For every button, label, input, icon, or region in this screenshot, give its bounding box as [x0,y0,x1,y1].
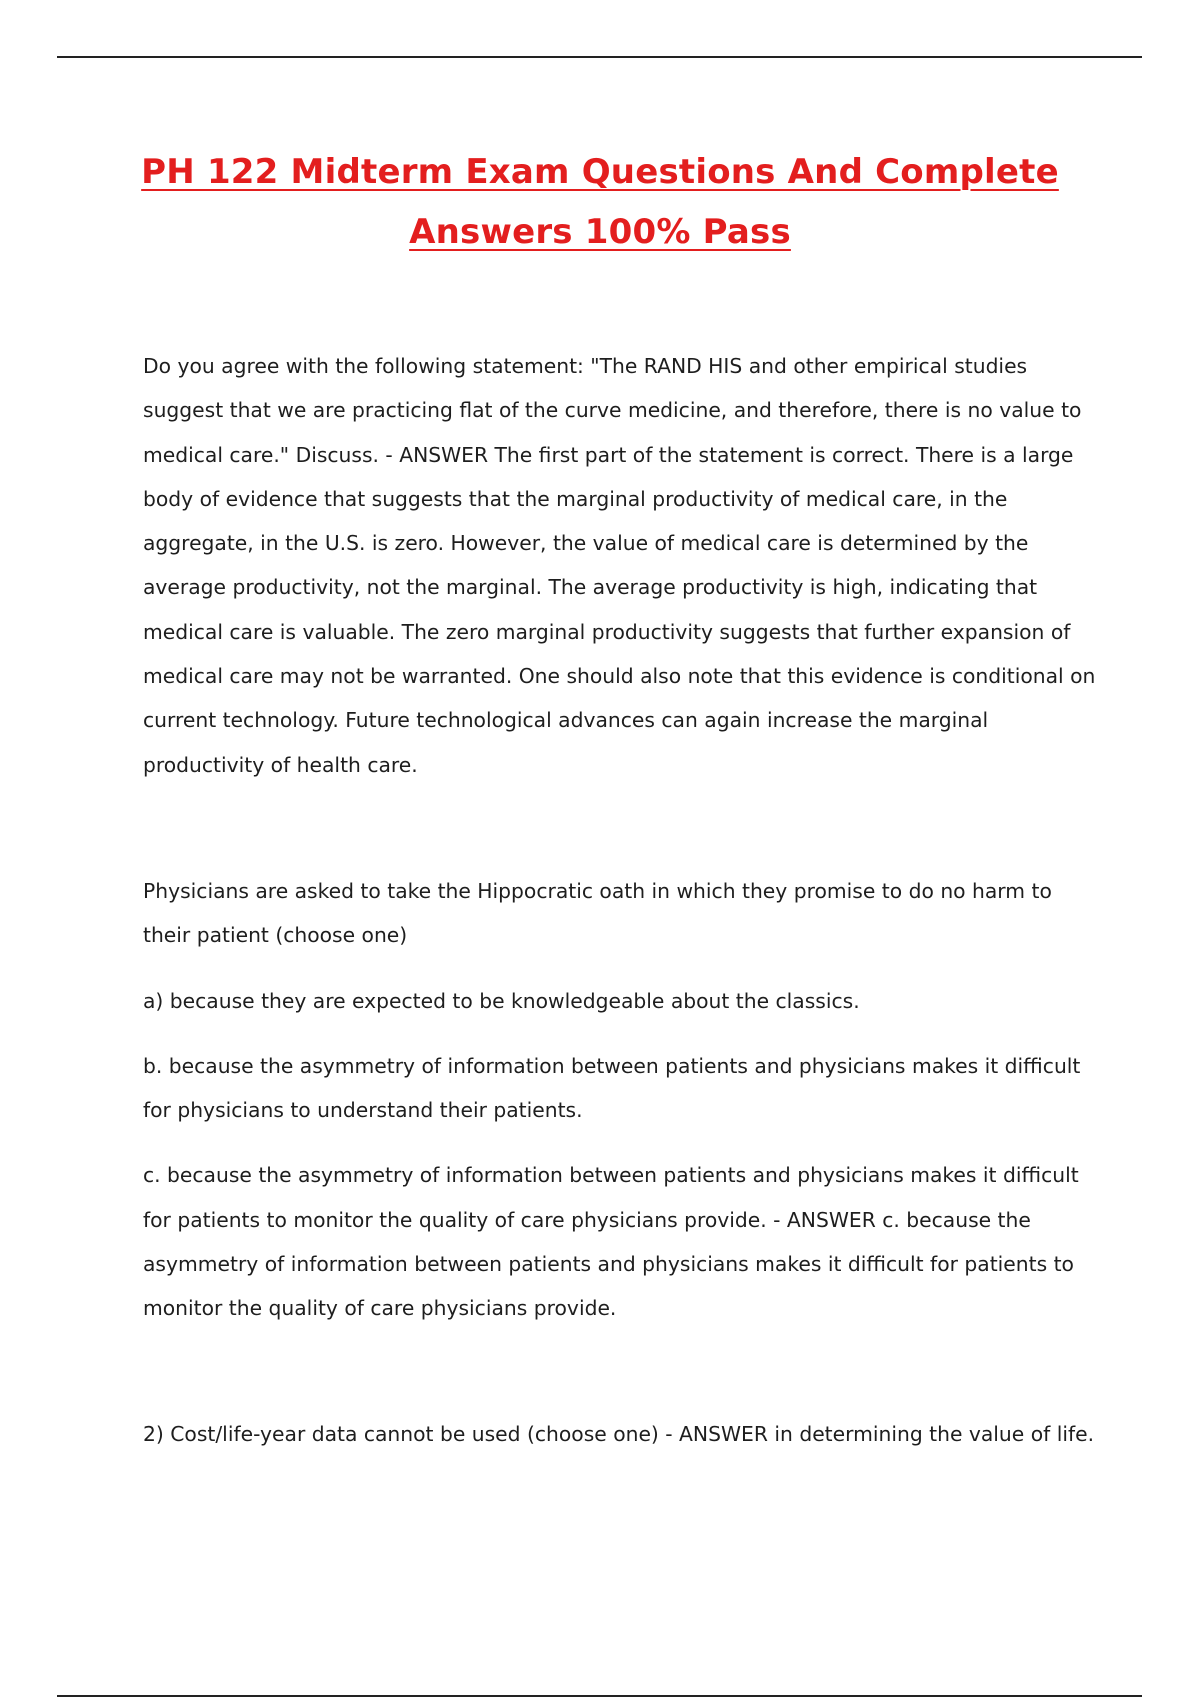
top-rule [57,56,1142,58]
question-2-option-c: c. because the asymmetry of information between patients and physicians makes it difficult for patients to monitor the quality of care physicians provide. - ANSWER c. because the asymmetry of information between patients and physicians makes it difficult for patients to monitor the quality of care physicians provide. [143,1163,1079,1321]
question-2-option-b: b. because the asymmetry of information between patients and physicians makes it difficult for physicians to understand their patients. [143,1053,1081,1123]
question-2-prompt: Physicians are asked to take the Hippocratic oath in which they promise to do no harm to their patient (choose one) [143,879,1052,948]
document-title [120,142,1080,262]
question-block-2 [143,869,1103,1352]
question-2-option-a: a) because they are expected to be knowledgeable about the classics. [143,988,860,1013]
question-block-1 [143,344,1103,787]
bottom-rule [57,1695,1142,1697]
question-3-text: 2) Cost/life-year data cannot be used (choose one) - ANSWER in determining the value of life. [143,1422,1095,1446]
question-1-text: Do you agree with the following statement: "The RAND HIS and other empirical studies suggest that we are practicing flat of the curve medicine, and therefore, there is no value to medical care." Discuss. - ANSWER The first part of the statement is correct. There is a large body of evidence that suggests that the marginal productivity of medical care, in the aggregate, in the U.S. is zero. However, the value of medical care is determined by the average productivity, not the marginal. The average productivity is high, indicating that medical care is valuable. The zero marginal productivity suggests that further expansion of medical care may not be warranted. One should also note that this evidence is conditional on current technology. Future technological advances can again increase the marginal productivity of health care. [143,354,1096,777]
question-block-3 [143,1412,1103,1456]
document-title-line-2: Answers 100% Pass [409,212,791,252]
document-title-line-1: PH 122 Midterm Exam Questions And Complete [141,152,1059,192]
